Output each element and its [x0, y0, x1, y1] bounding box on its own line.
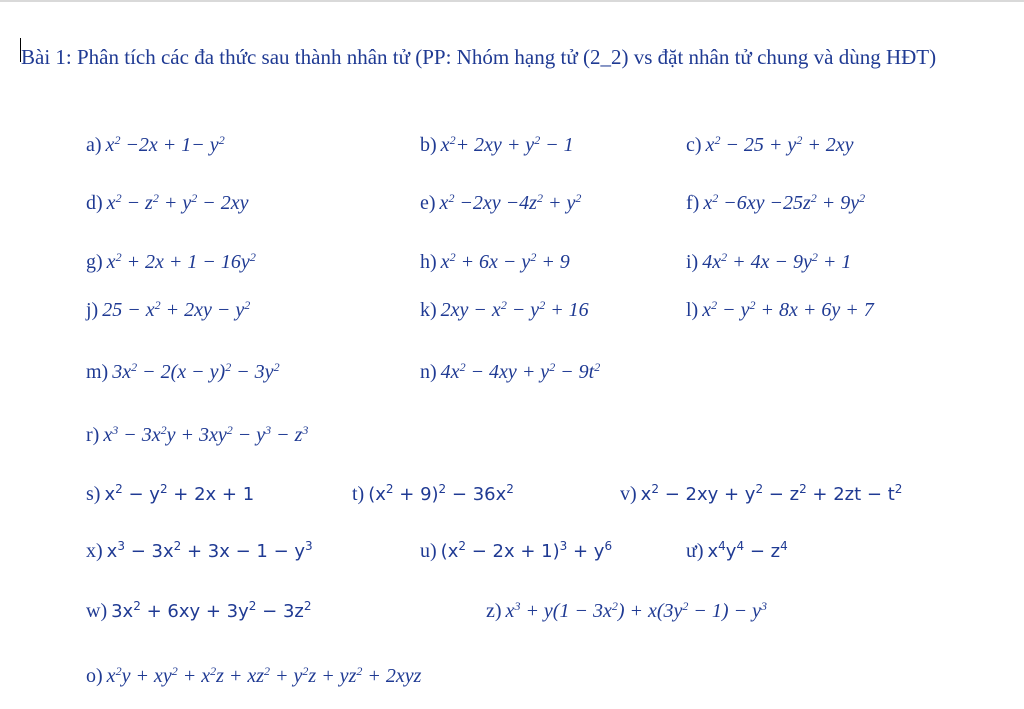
exercise-label: u) — [420, 540, 437, 562]
exercise-label: j) — [86, 299, 99, 321]
exercise-uu — [686, 540, 788, 563]
exercise-label: v) — [620, 483, 637, 505]
exercise-expression: $2xy - x^2 - y^2 + 16$ — [440, 298, 589, 321]
exercise-expression: $x^3 - 3x^2y + 3xy^2 - y^3 - z^3$ — [103, 423, 309, 446]
exercise-b — [420, 134, 574, 157]
exercise-t — [352, 483, 514, 506]
exercise-expression: $x^3 + y(1 - 3x^2) + x(3y^2 - 1) - y^3$ — [505, 599, 767, 622]
exercise-label: l) — [686, 299, 699, 321]
exercise-expression: $3x^2 + 6xy + 3y^2 - 3z^2$ — [111, 599, 312, 622]
exercise-z — [486, 600, 767, 623]
exercise-expression: $x^2 -2x + 1- y^2$ — [105, 133, 225, 156]
exercise-label: k) — [420, 299, 437, 321]
exercise-i — [686, 251, 851, 274]
exercise-v — [620, 483, 902, 506]
exercise-expression: $x^2 - z^2 + y^2 - 2xy$ — [106, 191, 249, 214]
exercise-a — [86, 134, 225, 157]
exercise-label: t) — [352, 483, 365, 505]
exercise-expression: $(x^2 + 9)^2 - 36x^2$ — [368, 482, 514, 505]
exercise-d — [86, 192, 248, 215]
exercise-label: n) — [420, 361, 437, 383]
exercise-label: w) — [86, 600, 108, 622]
exercise-label: ư) — [686, 540, 704, 562]
exercise-expression: $x^2 - 2xy + y^2 - z^2 + 2zt - t^2$ — [640, 482, 903, 505]
exercise-r — [86, 424, 308, 447]
exercise-g — [86, 251, 256, 274]
exercise-expression: $3x^2 - 2(x - y)^2 - 3y^2$ — [112, 360, 280, 383]
exercise-x — [86, 540, 313, 563]
exercise-title: Bài 1: Phân tích các đa thức sau thành nhân tử (PP: Nhóm hạng tử (2_2) vs đặt nhân tử chung và dùng HĐT) — [21, 45, 937, 69]
exercise-expression: $4x^2 - 4xy + y^2 - 9t^2$ — [440, 360, 601, 383]
exercise-expression: $x^2 - 25 + y^2 + 2xy$ — [705, 133, 854, 156]
exercise-expression: $x^3 - 3x^2 + 3x - 1 - y^3$ — [106, 539, 313, 562]
exercise-j — [86, 299, 250, 322]
exercise-l — [686, 299, 874, 322]
exercise-h — [420, 251, 570, 274]
exercise-expression: $x^2y + xy^2 + x^2z + xz^2 + y^2z + yz^2 + 2xyz$ — [106, 664, 422, 687]
exercise-label: c) — [686, 134, 702, 156]
exercise-m — [86, 361, 280, 384]
exercise-label: b) — [420, 134, 437, 156]
exercise-label: z) — [486, 600, 502, 622]
exercise-s — [86, 483, 254, 506]
exercise-label: i) — [686, 251, 699, 273]
exercise-expression: $4x^2 + 4x - 9y^2 + 1$ — [702, 250, 852, 273]
exercise-u — [420, 540, 612, 563]
exercise-e — [420, 192, 581, 215]
exercise-n — [420, 361, 600, 384]
exercise-label: x) — [86, 540, 103, 562]
exercise-label: f) — [686, 192, 700, 214]
exercise-w — [86, 600, 312, 623]
exercise-label: d) — [86, 192, 103, 214]
exercise-expression: $x^2 - y^2 + 2x + 1$ — [104, 482, 255, 505]
exercise-label: a) — [86, 134, 102, 156]
top-border — [0, 0, 1024, 2]
exercise-expression: $x^2 -6xy -25z^2 + 9y^2$ — [703, 191, 866, 214]
exercise-f — [686, 192, 865, 215]
exercise-label: s) — [86, 483, 101, 505]
exercise-expression: $x^4y^4 - z^4$ — [707, 539, 788, 562]
exercise-c — [686, 134, 854, 157]
exercise-expression: $x^2 - y^2 + 8x + 6y + 7$ — [702, 298, 874, 321]
exercise-expression: $x^2 -2xy -4z^2 + y^2$ — [439, 191, 582, 214]
exercise-expression: $25 - x^2 + 2xy - y^2$ — [102, 298, 251, 321]
exercise-label: o) — [86, 665, 103, 687]
exercise-expression: $x^2 + 2x + 1 - 16y^2$ — [106, 250, 256, 273]
exercise-expression: $(x^2 - 2x + 1)^3 + y^6$ — [440, 539, 613, 562]
exercise-label: h) — [420, 251, 437, 273]
exercise-k — [420, 299, 589, 322]
exercise-expression: $x^2+ 2xy + y^2 - 1$ — [440, 133, 574, 156]
exercise-label: e) — [420, 192, 436, 214]
exercise-label: m) — [86, 361, 109, 383]
exercise-expression: $x^2 + 6x - y^2 + 9$ — [440, 250, 570, 273]
exercise-label: r) — [86, 424, 100, 446]
exercise-label: g) — [86, 251, 103, 273]
exercise-o — [86, 665, 421, 688]
